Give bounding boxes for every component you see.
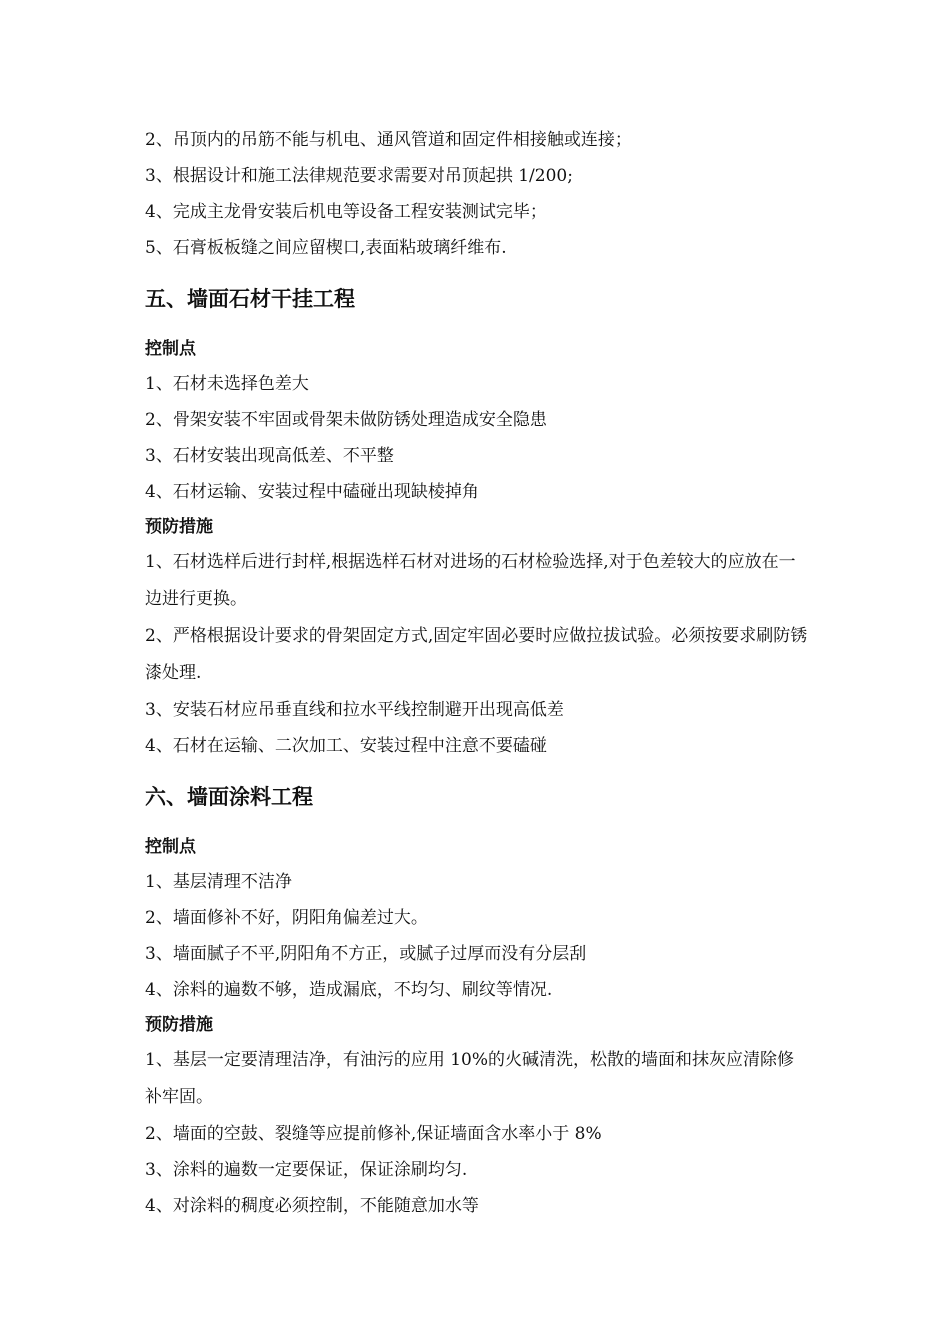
list-item: 4、石材在运输、二次加工、安装过程中注意不要磕碰: [145, 736, 547, 756]
section-title: 六、墙面涂料工程: [145, 785, 313, 809]
control-point-list: [145, 366, 810, 510]
subsection-title: 控制点: [145, 837, 196, 857]
intro-list: [145, 122, 810, 266]
list-item: 3、安装石材应吊垂直线和拉水平线控制避开出现高低差: [145, 700, 564, 720]
prevention-list: [145, 1042, 810, 1224]
list-item: 2、骨架安装不牢固或骨架未做防锈处理造成安全隐患: [145, 410, 547, 430]
list-item: 5、石膏板板缝之间应留楔口,表面粘玻璃纤维布.: [145, 238, 507, 258]
list-item: 4、完成主龙骨安装后机电等设备工程安装测试完毕；: [145, 202, 547, 222]
list-item: 3、石材安装出现高低差、不平整: [145, 446, 394, 466]
subsection-title: 控制点: [145, 339, 196, 359]
list-item: 2、严格根据设计要求的骨架固定方式,固定牢固必要时应做拉拔试验。必须按要求刷防锈漆处理.: [145, 626, 808, 683]
list-item: 2、墙面的空鼓、裂缝等应提前修补,保证墙面含水率小于 8%: [145, 1124, 602, 1144]
control-point-list: [145, 864, 810, 1008]
list-item: 4、涂料的遍数不够，造成漏底，不均匀、刷纹等情况.: [145, 980, 553, 1000]
list-item: 3、根据设计和施工法律规范要求需要对吊顶起拱 1/200;: [145, 166, 573, 186]
list-item: 3、涂料的遍数一定要保证，保证涂刷均匀.: [145, 1160, 468, 1180]
prevention-list: [145, 544, 810, 764]
subsection-title: 预防措施: [145, 1015, 213, 1035]
list-item: 1、基层一定要清理洁净，有油污的应用 10%的火碱清洗，松散的墙面和抹灰应清除修补牢固。: [145, 1050, 795, 1107]
list-item: 4、对涂料的稠度必须控制，不能随意加水等: [145, 1196, 479, 1216]
list-item: 2、吊顶内的吊筋不能与机电、通风管道和固定件相接触或连接；: [145, 130, 632, 150]
list-item: 2、墙面修补不好，阴阳角偏差过大。: [145, 908, 428, 928]
list-item: 3、墙面腻子不平,阴阳角不方正，或腻子过厚而没有分层刮: [145, 944, 587, 964]
subsection-title: 预防措施: [145, 517, 213, 537]
list-item: 1、石材选样后进行封样,根据选样石材对进场的石材检验选择,对于色差较大的应放在一边进行更换。: [145, 552, 796, 609]
list-item: 4、石材运输、安装过程中磕碰出现缺棱掉角: [145, 482, 479, 502]
list-item: 1、基层清理不洁净: [145, 872, 292, 892]
section-title: 五、墙面石材干挂工程: [145, 287, 355, 311]
list-item: 1、石材未选择色差大: [145, 374, 309, 394]
